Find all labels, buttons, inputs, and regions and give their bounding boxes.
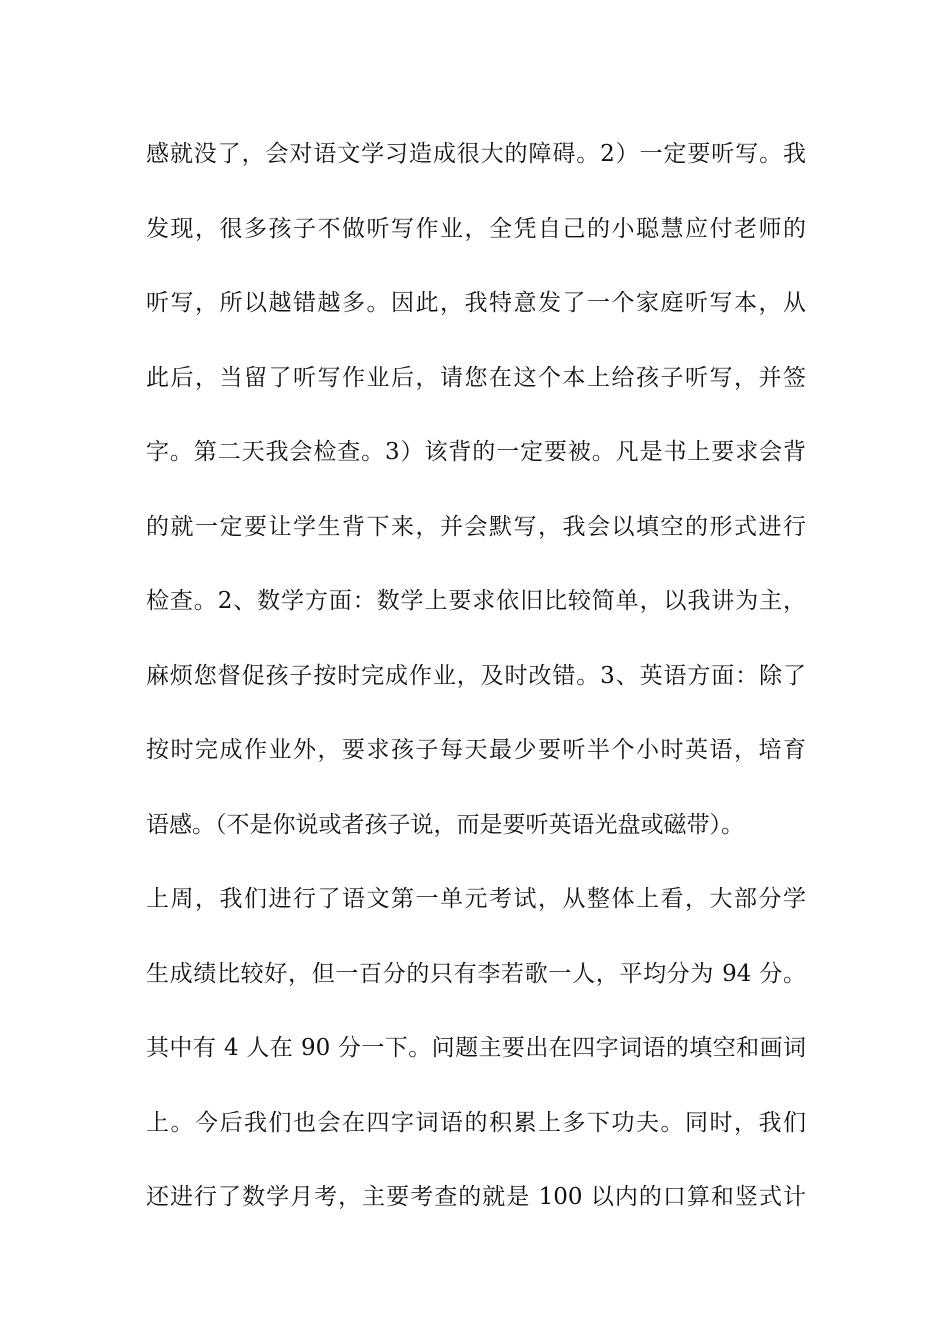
text-line: 按时完成作业外，要求孩子每天最少要听半个小时英语，培育 <box>146 737 806 763</box>
text-line: 听写，所以越错越多。因此，我特意发了一个家庭听写本，从 <box>146 290 806 316</box>
text-line: 的就一定要让学生背下来，并会默写，我会以填空的形式进行 <box>146 513 806 540</box>
text-line: 其中有 4 人在 90 分一下。问题主要出在四字词语的填空和画词 <box>146 1035 806 1061</box>
text-line: 检查。2、数学方面：数学上要求依旧比较简单，以我讲为主， <box>146 588 806 614</box>
text-line: 还进行了数学月考，主要考查的就是 100 以内的口算和竖式计 <box>146 1184 806 1210</box>
text-line: 语感。（不是你说或者孩子说，而是要听英语光盘或磁带）。 <box>146 811 744 838</box>
text-line: 麻烦您督促孩子按时完成作业，及时改错。3、英语方面：除了 <box>146 662 806 689</box>
text-line: 上周，我们进行了语文第一单元考试，从整体上看，大部分学 <box>146 886 806 912</box>
text-line: 上。今后我们也会在四字词语的积累上多下功夫。同时，我们 <box>146 1109 806 1136</box>
text-line: 生成绩比较好，但一百分的只有李若歌一人，平均分为 94 分。 <box>146 960 806 987</box>
text-line: 发现，很多孩子不做听写作业，全凭自己的小聪慧应付老师的 <box>146 215 806 242</box>
text-line: 字。第二天我会检查。3）该背的一定要被。凡是书上要求会背 <box>146 439 806 465</box>
body-text <box>146 130 806 1248</box>
text-line: 此后，当留了听写作业后，请您在这个本上给孩子听写，并签 <box>146 364 806 391</box>
text-line: 感就没了，会对语文学习造成很大的障碍。2）一定要听写。我 <box>146 141 806 167</box>
